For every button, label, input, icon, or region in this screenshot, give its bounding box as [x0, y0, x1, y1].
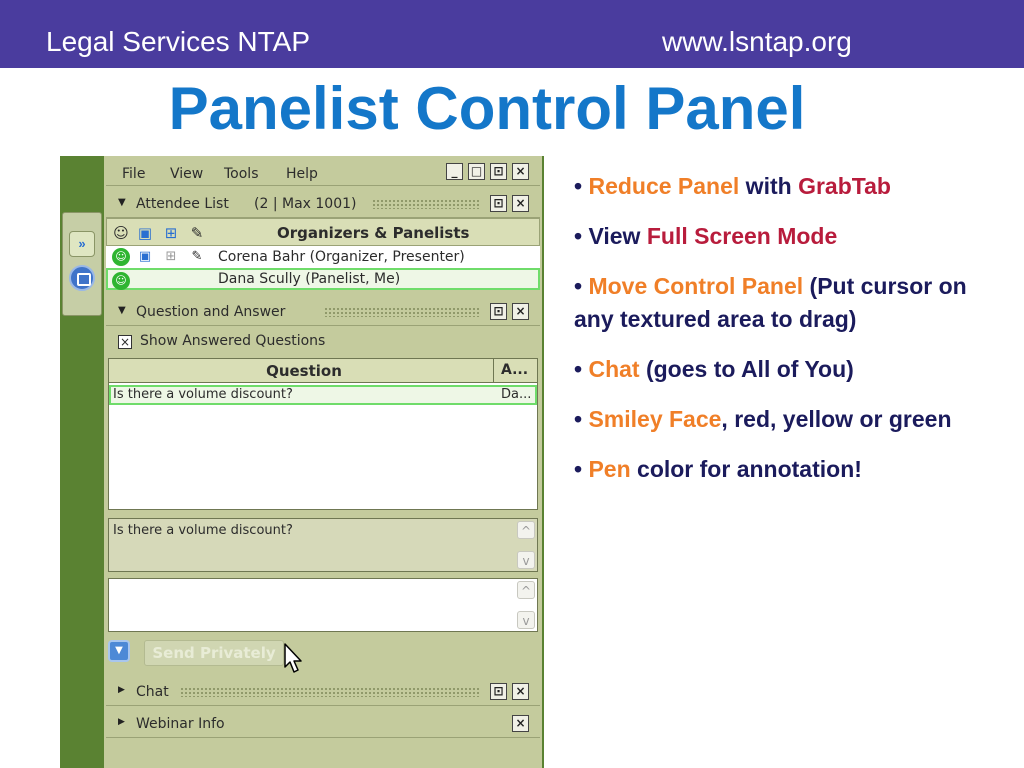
bullet-text-segment: (goes to All of You): [639, 356, 854, 382]
bullet-text-segment: Full Screen Mode: [646, 223, 838, 249]
bullet-text-segment: Chat: [588, 356, 640, 382]
webinar-info-title: Webinar Info: [136, 716, 225, 732]
qa-title: Question and Answer: [136, 304, 286, 320]
close-icon[interactable]: ×: [512, 303, 529, 320]
smiley-face-icon[interactable]: ☺: [112, 272, 130, 290]
bullet-marker: •: [574, 456, 589, 482]
pin-icon[interactable]: ⊡: [490, 683, 507, 700]
bullet-item: [574, 220, 994, 253]
bullet-marker: •: [574, 223, 589, 249]
control-panel: [104, 156, 542, 768]
close-icon[interactable]: ×: [512, 715, 529, 732]
expand-panel-icon[interactable]: »: [69, 231, 95, 257]
column-question[interactable]: Question: [266, 362, 342, 380]
pin-icon[interactable]: ⊡: [490, 163, 507, 180]
close-icon[interactable]: ×: [512, 683, 529, 700]
selected-question-text: Is there a volume discount?: [113, 523, 293, 538]
menu-help[interactable]: Help: [286, 166, 318, 182]
bullet-item: [574, 170, 994, 203]
grid-icon: ⊞: [165, 249, 177, 264]
video-icon: ▣: [138, 249, 152, 264]
question-answer-header[interactable]: [106, 298, 540, 326]
webinar-info-header[interactable]: [106, 710, 540, 738]
menu-bar: [106, 158, 540, 186]
menu-view[interactable]: View: [170, 166, 204, 182]
bullet-marker: •: [574, 173, 589, 199]
drag-grip[interactable]: [324, 307, 480, 317]
bullet-text-segment: Move Control Panel: [588, 273, 804, 299]
scroll-down-icon[interactable]: v: [517, 611, 535, 629]
video-icon[interactable]: ▣: [137, 224, 153, 242]
bullet-marker: •: [574, 273, 589, 299]
bullet-text-segment: Reduce Panel: [588, 173, 740, 199]
attendee-list-title: Attendee List: [136, 196, 229, 212]
drag-grip[interactable]: [180, 687, 480, 697]
control-panel-screenshot: [60, 156, 544, 768]
bullet-item: [574, 453, 994, 486]
table-row[interactable]: [109, 385, 537, 405]
expand-triangle-icon[interactable]: ▶: [118, 717, 125, 727]
column-separator: [493, 359, 494, 383]
column-asker[interactable]: A...: [501, 362, 529, 378]
scrollbar[interactable]: [517, 581, 535, 629]
feature-bullet-list: [574, 170, 994, 503]
menu-file[interactable]: File: [122, 166, 146, 182]
question-text: Is there a volume discount?: [113, 387, 293, 402]
collapse-triangle-icon[interactable]: ▼: [118, 305, 126, 316]
maximize-icon[interactable]: □: [468, 163, 485, 180]
smiley-face-icon[interactable]: ☺: [112, 248, 130, 266]
attendee-name: Dana Scully (Panelist, Me): [218, 271, 401, 287]
selected-question-box[interactable]: [108, 518, 538, 572]
close-icon[interactable]: ×: [512, 195, 529, 212]
slide-title: Panelist Control Panel: [168, 75, 806, 142]
full-screen-icon[interactable]: [69, 265, 95, 291]
chat-title: Chat: [136, 684, 169, 700]
attendee-count: (2 | Max 1001): [254, 196, 357, 212]
bullet-marker: •: [574, 356, 589, 382]
bullet-text-segment: Smiley Face: [588, 406, 722, 432]
show-answered-label: Show Answered Questions: [140, 333, 326, 349]
scroll-up-icon[interactable]: ^: [517, 581, 535, 599]
bullet-text-segment: Pen: [588, 456, 631, 482]
mouse-cursor-icon: [284, 643, 304, 675]
expand-triangle-icon[interactable]: ▶: [118, 685, 125, 695]
scroll-down-icon[interactable]: v: [517, 551, 535, 569]
grid-icon[interactable]: ⊞: [164, 224, 178, 242]
pen-icon[interactable]: ✎: [190, 224, 204, 242]
send-privately-button[interactable]: Send Privately: [144, 640, 284, 666]
close-icon[interactable]: ×: [512, 163, 529, 180]
slide-header-bar: [0, 0, 1024, 68]
bullet-item: [574, 403, 994, 436]
attendee-row[interactable]: [106, 246, 540, 268]
attendee-list-header[interactable]: [106, 190, 540, 218]
scrollbar[interactable]: [517, 521, 535, 569]
pen-icon[interactable]: ✎: [191, 249, 203, 264]
header-organization: Legal Services NTAP: [46, 26, 311, 57]
bullet-text-segment: color for annotation!: [630, 456, 862, 482]
chat-header[interactable]: [106, 678, 540, 706]
menu-tools[interactable]: Tools: [224, 166, 259, 182]
header-website: www.lsntap.org: [662, 26, 852, 57]
minimize-icon[interactable]: _: [446, 163, 463, 180]
qa-table-header: [109, 359, 537, 383]
show-answered-checkbox[interactable]: ×: [119, 335, 131, 349]
bullet-marker: •: [574, 406, 589, 432]
pin-icon[interactable]: ⊡: [490, 195, 507, 212]
bullet-item: [574, 270, 994, 336]
send-options-dropdown-icon[interactable]: ▼: [108, 640, 130, 662]
bullet-text-segment: GrabTab: [798, 173, 891, 199]
attendee-name: Corena Bahr (Organizer, Presenter): [218, 249, 465, 265]
attendee-row-me[interactable]: [106, 268, 540, 290]
bullet-text-segment: with: [739, 173, 799, 199]
qa-table: [108, 358, 538, 510]
reply-input[interactable]: [108, 578, 538, 632]
organizers-panelists-header: [106, 218, 540, 246]
group-label: Organizers & Panelists: [277, 224, 470, 242]
pin-icon[interactable]: ⊡: [490, 303, 507, 320]
scroll-up-icon[interactable]: ^: [517, 521, 535, 539]
bullet-text-segment: , red, yellow or green: [721, 406, 952, 432]
bullet-text-segment: (Put cursor on any textured area to drag): [574, 273, 967, 332]
smiley-face-icon[interactable]: ☺: [113, 224, 129, 242]
collapse-triangle-icon[interactable]: ▼: [118, 197, 126, 208]
asker-text: Da...: [501, 387, 532, 402]
bullet-text-segment: View: [588, 223, 647, 249]
grabtab[interactable]: [62, 212, 102, 316]
bullet-item: [574, 353, 994, 386]
drag-grip[interactable]: [372, 199, 480, 209]
